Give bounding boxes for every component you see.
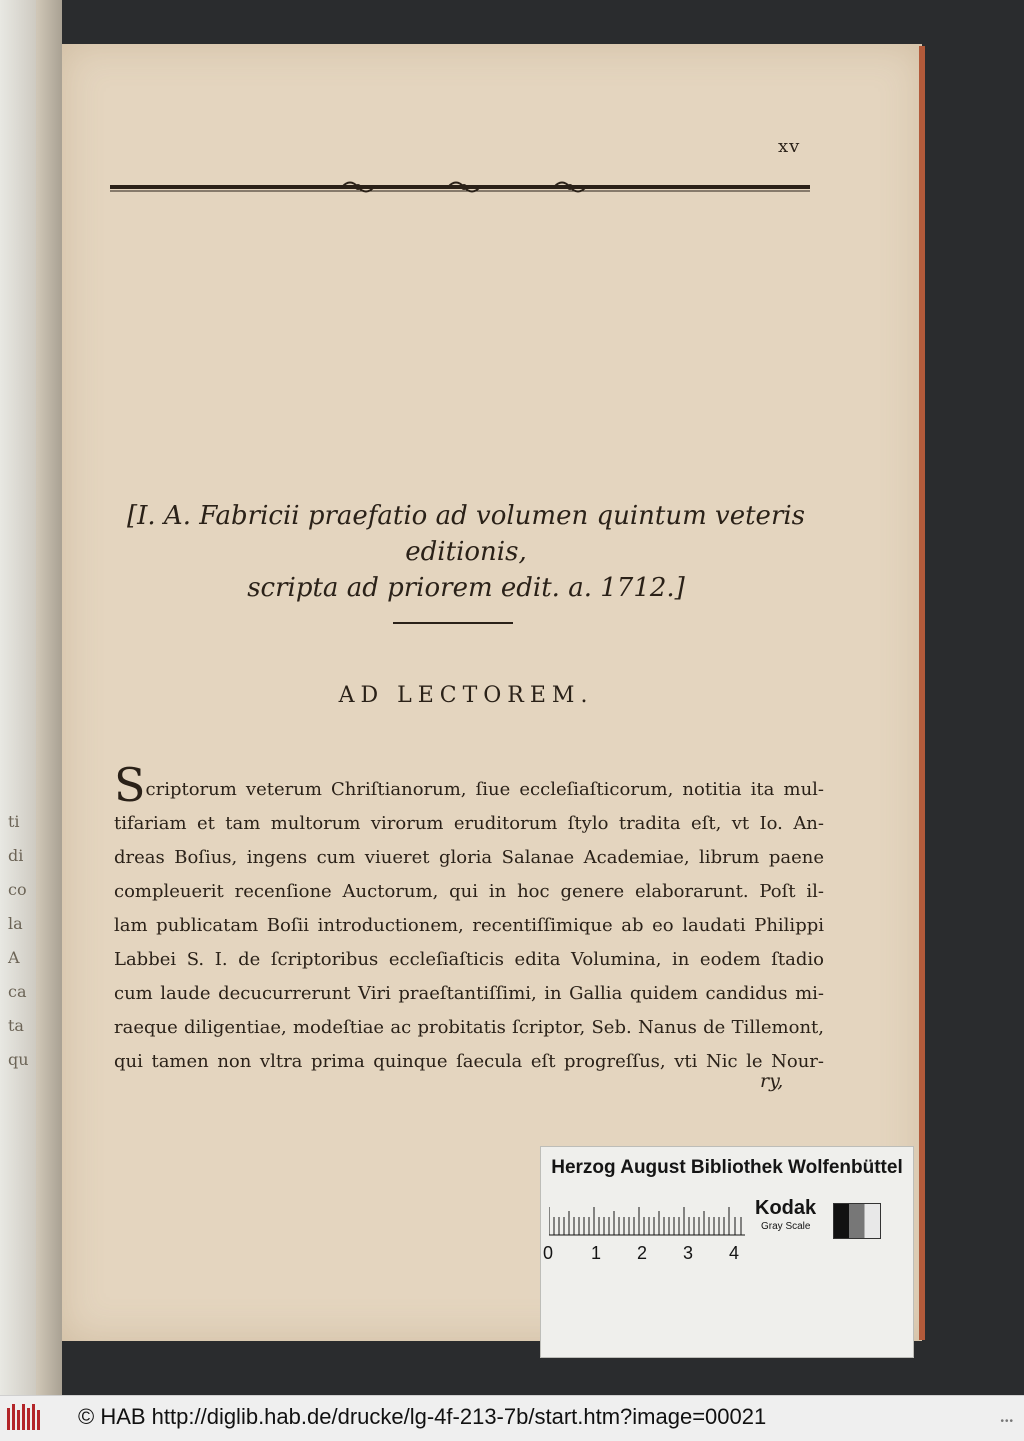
copyright-url[interactable]: © HAB http://diglib.hab.de/drucke/lg-4f-213-7b/start.htm?image=00021 [78,1404,767,1429]
text-line: raeque diligentiae, modeſtiae ac probitatis ſcriptor, Seb. Nanus de Tillemont, [114,1017,824,1038]
card-title: Herzog August Bibliothek Wolfenbüttel [551,1157,903,1178]
body-text [114,758,824,1079]
scale-label: 2 [637,1243,648,1263]
facing-page-fragment: ca [8,982,27,1001]
facing-page-fragment: ti [8,812,20,831]
scale-label: 4 [729,1243,740,1263]
ornament-rule-icon [110,176,810,198]
divider [393,622,513,624]
preface-heading-line: scripta ad priorem edit. a. 1712.] [247,573,685,603]
footer-bar [0,1395,1024,1441]
text-line: lam publicatam Boſii introductionem, recentiſſimique ab eo laudati Philippi [114,915,824,936]
scale-label: 1 [591,1243,602,1263]
facing-page-fragment: A [8,948,20,967]
hab-logo-icon [6,1402,42,1434]
text-line: dreas Boſius, ingens cum viueret gloria Salanae Academiae, librum paene [114,847,824,868]
preface-heading-line: [I. A. Fabricii praefatio ad volumen quintum veteris editionis, [126,501,806,567]
more-icon[interactable]: ••• [1000,1416,1014,1427]
text-line: cum laude decucurrerunt Viri praeſtantiſſimi, in Gallia quidem candidus mi- [114,983,824,1004]
text-line: Labbei S. I. de ſcriptoribus eccleſiaſticis edita Volumina, in eodem ſtadio [114,949,824,970]
facing-page-strip [0,0,62,1395]
facing-page-fragment: qu [8,1050,29,1069]
clip-strip [0,0,36,1395]
facing-page-fragment: co [8,880,27,899]
text-line: Scriptorum veterum Chriſtianorum, ſiue eccleſiaſticorum, notitia ita mul- [114,758,824,812]
scale-label: 3 [683,1243,694,1263]
section-title: AD LECTOREM. [338,683,594,708]
kodak-brand: Kodak [755,1197,817,1219]
gray-scale-patch [833,1203,881,1239]
preface-heading [110,498,822,606]
drop-cap: S [114,758,146,812]
ruler-icon [549,1207,745,1237]
page-number: xv [778,136,801,157]
text-line: compleuerit recenſione Auctorum, qui in hoc genere elaborarunt. Poſt il- [114,881,824,902]
color-calibration-card [540,1146,914,1358]
catchword: ry, [760,1070,784,1092]
text-line: tifariam et tam multorum virorum eruditorum ſtylo tradita eſt, vt Io. An- [114,813,824,834]
page-edge [919,46,925,1340]
facing-page-fragment: la [8,914,23,933]
facing-page-fragment: ta [8,1016,24,1035]
text-line: qui tamen non vltra prima quinque ſaecula eſt progreſſus, vti Nic le Nour- [114,1051,824,1072]
scale-label: 0 [543,1243,554,1263]
facing-page-fragment: di [8,846,24,865]
gray-scale-label: Gray Scale [761,1221,811,1232]
